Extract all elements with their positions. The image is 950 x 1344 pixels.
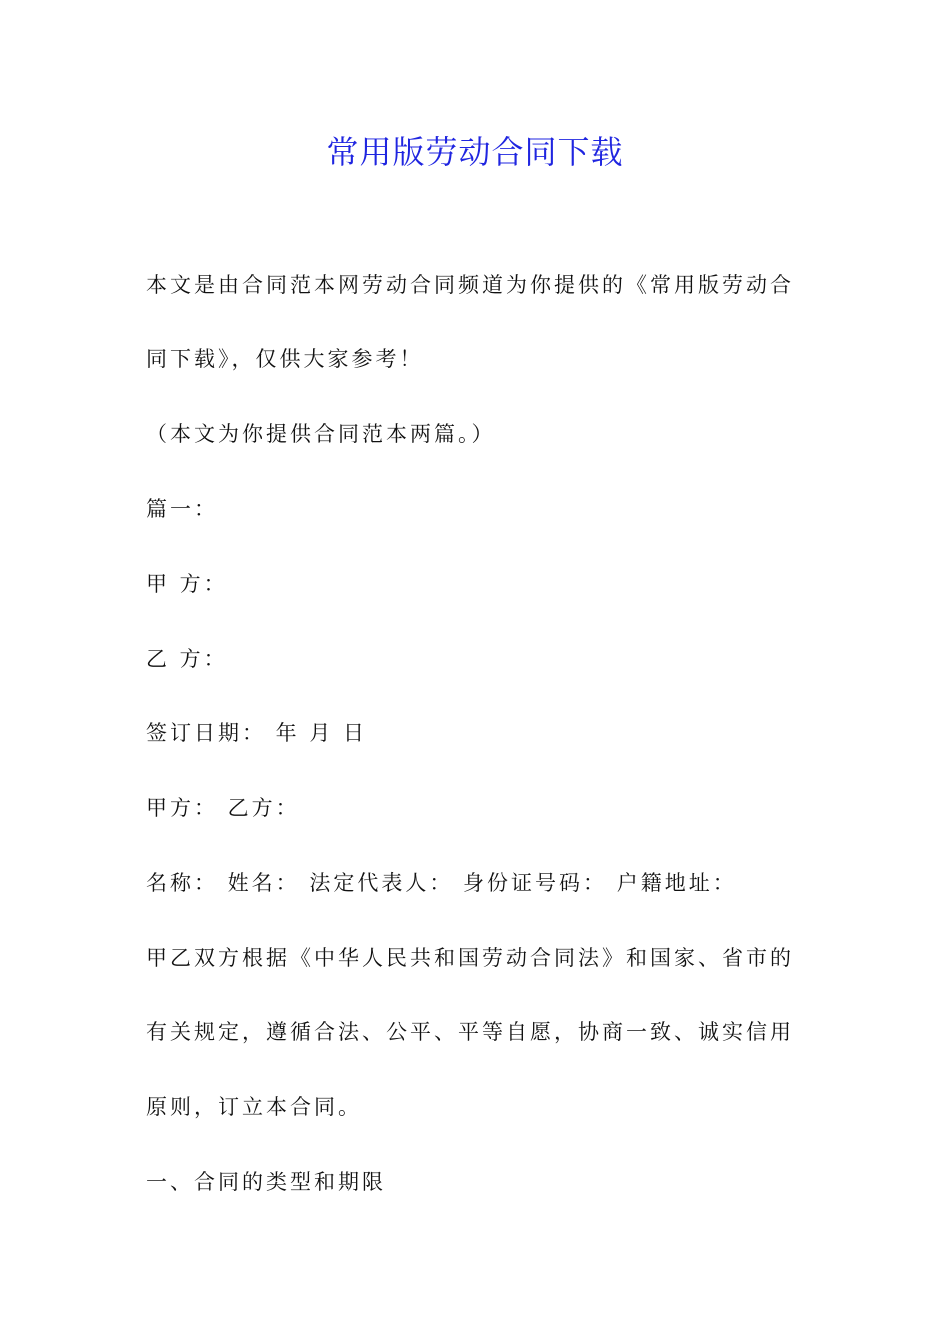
body-line-3: （本文为你提供合同范本两篇。） — [146, 422, 496, 446]
section-heading-contract-type: 一、合同的类型和期限 — [146, 1170, 386, 1194]
party-info-fields-line: 名称： 姓名： 法定代表人： 身份证号码： 户籍地址： — [146, 871, 737, 895]
section-heading-part-one: 篇一： — [146, 497, 218, 521]
body-line-10: 甲乙双方根据《中华人民共和国劳动合同法》和国家、省市的 — [146, 946, 794, 970]
document-title: 常用版劳动合同下载 — [326, 133, 624, 171]
party-a-line: 甲 方： — [146, 572, 228, 596]
signing-date-line: 签订日期： 年 月 日 — [146, 721, 368, 745]
body-line-1: 本文是由合同范本网劳动合同频道为你提供的《常用版劳动合 — [146, 273, 794, 297]
body-line-11: 有关规定，遵循合法、公平、平等自愿，协商一致、诚实信用 — [146, 1020, 794, 1044]
body-line-2: 同下载》，仅供大家参考！ — [146, 347, 424, 371]
body-line-12: 原则，订立本合同。 — [146, 1095, 362, 1119]
parties-line: 甲方： 乙方： — [146, 796, 300, 820]
party-b-line: 乙 方： — [146, 647, 228, 671]
